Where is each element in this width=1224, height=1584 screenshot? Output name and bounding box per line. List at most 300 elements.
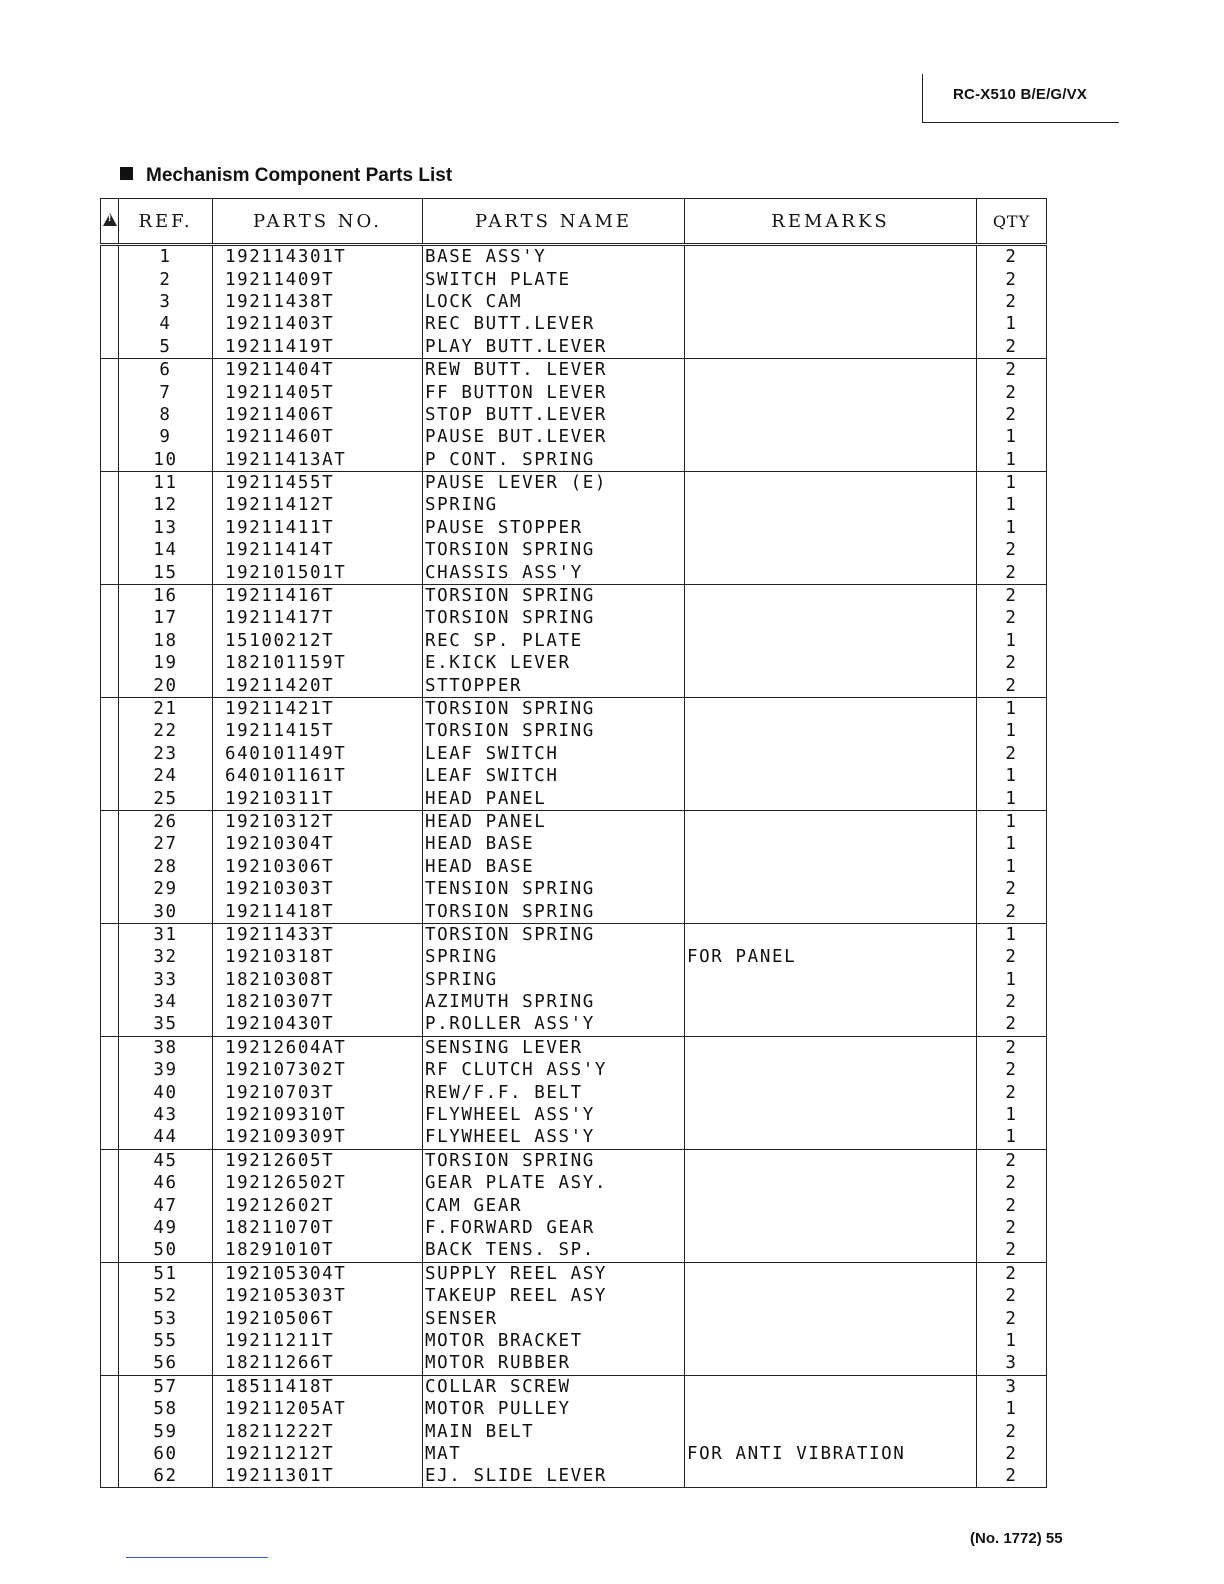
warning-cell: [101, 584, 119, 607]
table-row: [101, 268, 1047, 290]
remarks-cell: [685, 449, 977, 472]
table-row: [101, 607, 1047, 629]
remarks-cell: [685, 697, 977, 720]
qty-cell: 2: [977, 1081, 1047, 1103]
parts-no-cell: 19211455T: [213, 471, 423, 494]
qty-cell: 2: [977, 291, 1047, 313]
warning-cell: [101, 539, 119, 561]
parts-name-cell: SWITCH PLATE: [423, 268, 685, 290]
warning-cell: [101, 1352, 119, 1375]
remarks-cell: [685, 1375, 977, 1398]
remarks-cell: [685, 1465, 977, 1488]
warning-cell: [101, 449, 119, 472]
qty-cell: 1: [977, 1398, 1047, 1420]
table-row: [101, 1398, 1047, 1420]
parts-name-cell: TORSION SPRING: [423, 720, 685, 742]
ref-cell: 10: [119, 449, 213, 472]
parts-name-cell: HEAD PANEL: [423, 787, 685, 810]
warning-cell: [101, 561, 119, 584]
qty-cell: 2: [977, 743, 1047, 765]
warning-cell: [101, 494, 119, 516]
ref-cell: 14: [119, 539, 213, 561]
parts-name-cell: PAUSE LEVER (E): [423, 471, 685, 494]
remarks-cell: [685, 1420, 977, 1442]
qty-cell: 1: [977, 1104, 1047, 1126]
remarks-column-header: REMARKS: [685, 199, 977, 245]
warning-cell: [101, 1262, 119, 1285]
parts-name-cell: SENSER: [423, 1307, 685, 1329]
parts-name-cell: HEAD PANEL: [423, 810, 685, 833]
parts-name-cell: MOTOR PULLEY: [423, 1398, 685, 1420]
table-row: [101, 833, 1047, 855]
table-row: [101, 381, 1047, 403]
table-row: [101, 969, 1047, 991]
warning-cell: [101, 607, 119, 629]
table-row: [101, 1013, 1047, 1036]
qty-cell: 3: [977, 1352, 1047, 1375]
remarks-cell: [685, 1262, 977, 1285]
ref-cell: 31: [119, 923, 213, 946]
ref-cell: 39: [119, 1059, 213, 1081]
qty-cell: 2: [977, 1059, 1047, 1081]
parts-name-cell: RF CLUTCH ASS'Y: [423, 1059, 685, 1081]
table-row: [101, 1036, 1047, 1059]
ref-cell: 17: [119, 607, 213, 629]
parts-name-cell: SENSING LEVER: [423, 1036, 685, 1059]
remarks-cell: [685, 1172, 977, 1194]
remarks-cell: [685, 268, 977, 290]
warning-cell: [101, 381, 119, 403]
table-row: [101, 743, 1047, 765]
ref-cell: 16: [119, 584, 213, 607]
remarks-cell: [685, 1104, 977, 1126]
parts-no-cell: 19211413AT: [213, 449, 423, 472]
remarks-cell: [685, 1059, 977, 1081]
table-row: [101, 1330, 1047, 1352]
ref-cell: 33: [119, 969, 213, 991]
table-row: [101, 1059, 1047, 1081]
parts-no-cell: 19211438T: [213, 291, 423, 313]
ref-cell: 45: [119, 1149, 213, 1172]
warning-cell: [101, 1126, 119, 1149]
table-row: [101, 1239, 1047, 1262]
ref-cell: 51: [119, 1262, 213, 1285]
warning-cell: [101, 630, 119, 652]
parts-no-cell: 19211411T: [213, 517, 423, 539]
remarks-cell: [685, 765, 977, 787]
warning-cell: [101, 697, 119, 720]
qty-cell: 2: [977, 946, 1047, 968]
table-row: [101, 584, 1047, 607]
warning-cell: [101, 900, 119, 923]
parts-no-cell: 19211205AT: [213, 1398, 423, 1420]
parts-no-cell: 19210306T: [213, 856, 423, 878]
qty-cell: 2: [977, 336, 1047, 359]
ref-cell: 9: [119, 426, 213, 448]
warning-cell: [101, 1375, 119, 1398]
warning-cell: [101, 1443, 119, 1465]
parts-no-cell: 15100212T: [213, 630, 423, 652]
warning-cell: [101, 720, 119, 742]
qty-cell: 2: [977, 1420, 1047, 1442]
ref-cell: 4: [119, 313, 213, 335]
parts-no-cell: 192105304T: [213, 1262, 423, 1285]
ref-cell: 30: [119, 900, 213, 923]
qty-cell: 1: [977, 494, 1047, 516]
qty-cell: 2: [977, 991, 1047, 1013]
ref-cell: 22: [119, 720, 213, 742]
qty-cell: 2: [977, 1013, 1047, 1036]
ref-cell: 6: [119, 358, 213, 381]
table-row: [101, 291, 1047, 313]
ref-cell: 13: [119, 517, 213, 539]
page-number: (No. 1772) 55: [970, 1530, 1063, 1547]
parts-name-cell: EJ. SLIDE LEVER: [423, 1465, 685, 1488]
qty-cell: 1: [977, 449, 1047, 472]
qty-cell: 1: [977, 969, 1047, 991]
remarks-cell: [685, 336, 977, 359]
warning-column-header: [101, 199, 119, 245]
remarks-cell: [685, 1036, 977, 1059]
remarks-cell: [685, 584, 977, 607]
ref-cell: 44: [119, 1126, 213, 1149]
ref-cell: 5: [119, 336, 213, 359]
parts-no-cell: 19211460T: [213, 426, 423, 448]
parts-no-cell: 18210308T: [213, 969, 423, 991]
parts-no-cell: 19211415T: [213, 720, 423, 742]
remarks-cell: FOR PANEL: [685, 946, 977, 968]
parts-no-cell: 19211417T: [213, 607, 423, 629]
warning-cell: [101, 1465, 119, 1488]
warning-cell: [101, 969, 119, 991]
ref-cell: 23: [119, 743, 213, 765]
parts-name-cell: HEAD BASE: [423, 856, 685, 878]
qty-cell: 2: [977, 1443, 1047, 1465]
qty-cell: 1: [977, 697, 1047, 720]
table-row: [101, 1149, 1047, 1172]
parts-name-cell: PLAY BUTT.LEVER: [423, 336, 685, 359]
remarks-cell: [685, 923, 977, 946]
qty-cell: 1: [977, 313, 1047, 335]
qty-cell: 1: [977, 833, 1047, 855]
warning-cell: [101, 404, 119, 426]
warning-cell: [101, 856, 119, 878]
ref-cell: 49: [119, 1217, 213, 1239]
parts-name-cell: SPRING: [423, 946, 685, 968]
parts-name-cell: FLYWHEEL ASS'Y: [423, 1104, 685, 1126]
parts-no-cell: 192107302T: [213, 1059, 423, 1081]
ref-cell: 56: [119, 1352, 213, 1375]
warning-cell: [101, 1081, 119, 1103]
qty-cell: 2: [977, 381, 1047, 403]
remarks-cell: [685, 652, 977, 674]
ref-cell: 34: [119, 991, 213, 1013]
remarks-cell: [685, 1149, 977, 1172]
parts-no-cell: 19210506T: [213, 1307, 423, 1329]
remarks-cell: [685, 471, 977, 494]
ref-cell: 35: [119, 1013, 213, 1036]
warning-cell: [101, 1217, 119, 1239]
warning-cell: [101, 1172, 119, 1194]
parts-no-cell: 19210703T: [213, 1081, 423, 1103]
table-row: [101, 1172, 1047, 1194]
parts-name-cell: F.FORWARD GEAR: [423, 1217, 685, 1239]
parts-name-cell: TORSION SPRING: [423, 584, 685, 607]
parts-name-cell: TORSION SPRING: [423, 1149, 685, 1172]
table-row: [101, 1104, 1047, 1126]
qty-cell: 2: [977, 878, 1047, 900]
parts-name-cell: CHASSIS ASS'Y: [423, 561, 685, 584]
qty-cell: 1: [977, 810, 1047, 833]
qty-cell: 2: [977, 268, 1047, 290]
warning-cell: [101, 743, 119, 765]
parts-name-cell: E.KICK LEVER: [423, 652, 685, 674]
table-row: [101, 539, 1047, 561]
warning-cell: [101, 245, 119, 269]
parts-no-cell: 19211421T: [213, 697, 423, 720]
ref-cell: 19: [119, 652, 213, 674]
qty-cell: 2: [977, 1172, 1047, 1194]
qty-cell: 1: [977, 923, 1047, 946]
qty-cell: 2: [977, 1149, 1047, 1172]
table-row: [101, 1217, 1047, 1239]
parts-no-cell: 19210311T: [213, 787, 423, 810]
qty-cell: 2: [977, 1465, 1047, 1488]
parts-no-cell: 640101161T: [213, 765, 423, 787]
parts-no-cell: 19211416T: [213, 584, 423, 607]
ref-cell: 1: [119, 245, 213, 269]
qty-cell: 2: [977, 674, 1047, 697]
parts-name-cell: MOTOR BRACKET: [423, 1330, 685, 1352]
ref-cell: 29: [119, 878, 213, 900]
parts-no-cell: 19212604AT: [213, 1036, 423, 1059]
ref-cell: 20: [119, 674, 213, 697]
qty-cell: 1: [977, 471, 1047, 494]
table-row: [101, 1443, 1047, 1465]
ref-cell: 38: [119, 1036, 213, 1059]
qty-cell: 2: [977, 539, 1047, 561]
remarks-cell: [685, 1352, 977, 1375]
remarks-cell: [685, 674, 977, 697]
remarks-cell: [685, 358, 977, 381]
qty-cell: 2: [977, 607, 1047, 629]
ref-cell: 8: [119, 404, 213, 426]
table-row: [101, 358, 1047, 381]
qty-cell: 2: [977, 1036, 1047, 1059]
qty-cell: 2: [977, 1307, 1047, 1329]
qty-cell: 2: [977, 1239, 1047, 1262]
table-row: [101, 652, 1047, 674]
remarks-cell: [685, 991, 977, 1013]
parts-no-cell: 192109309T: [213, 1126, 423, 1149]
ref-cell: 62: [119, 1465, 213, 1488]
warning-cell: [101, 674, 119, 697]
ref-cell: 47: [119, 1194, 213, 1216]
warning-cell: [101, 1420, 119, 1442]
remarks-cell: [685, 1239, 977, 1262]
ref-cell: 11: [119, 471, 213, 494]
warning-cell: [101, 1013, 119, 1036]
parts-no-cell: 19210304T: [213, 833, 423, 855]
remarks-cell: [685, 1081, 977, 1103]
remarks-cell: [685, 810, 977, 833]
warning-cell: [101, 1285, 119, 1307]
ref-cell: 7: [119, 381, 213, 403]
remarks-cell: [685, 1194, 977, 1216]
ref-cell: 25: [119, 787, 213, 810]
parts-name-cell: SPRING: [423, 969, 685, 991]
parts-no-cell: 19212602T: [213, 1194, 423, 1216]
table-row: [101, 561, 1047, 584]
ref-cell: 18: [119, 630, 213, 652]
remarks-cell: [685, 245, 977, 269]
warning-cell: [101, 1149, 119, 1172]
ref-cell: 52: [119, 1285, 213, 1307]
parts-list-table: [100, 198, 1047, 1488]
remarks-cell: [685, 1126, 977, 1149]
table-row: [101, 471, 1047, 494]
ref-cell: 40: [119, 1081, 213, 1103]
ref-cell: 26: [119, 810, 213, 833]
parts-table-body: [101, 245, 1047, 1488]
parts-name-column-header: PARTS NAME: [423, 199, 685, 245]
parts-name-cell: P CONT. SPRING: [423, 449, 685, 472]
parts-name-cell: BASE ASS'Y: [423, 245, 685, 269]
table-row: [101, 1194, 1047, 1216]
model-header-box: [922, 74, 1119, 123]
warning-cell: [101, 1036, 119, 1059]
warning-cell: [101, 336, 119, 359]
qty-cell: 1: [977, 856, 1047, 878]
parts-no-cell: 19211409T: [213, 268, 423, 290]
section-title: [120, 165, 452, 187]
remarks-cell: [685, 1217, 977, 1239]
parts-no-cell: 18291010T: [213, 1239, 423, 1262]
qty-column-header: QTY: [977, 199, 1047, 245]
parts-name-cell: MOTOR RUBBER: [423, 1352, 685, 1375]
warning-cell: [101, 810, 119, 833]
remarks-cell: [685, 404, 977, 426]
table-row: [101, 991, 1047, 1013]
ref-column-header: REF.: [119, 199, 213, 245]
table-row: [101, 720, 1047, 742]
parts-name-cell: REW BUTT. LEVER: [423, 358, 685, 381]
table-row: [101, 1126, 1047, 1149]
table-row: [101, 923, 1047, 946]
parts-name-cell: STOP BUTT.LEVER: [423, 404, 685, 426]
warning-cell: [101, 1398, 119, 1420]
parts-no-cell: 19211418T: [213, 900, 423, 923]
qty-cell: 2: [977, 404, 1047, 426]
parts-name-cell: COLLAR SCREW: [423, 1375, 685, 1398]
remarks-cell: [685, 1398, 977, 1420]
parts-name-cell: LOCK CAM: [423, 291, 685, 313]
warning-cell: [101, 652, 119, 674]
table-row: [101, 426, 1047, 448]
ref-cell: 55: [119, 1330, 213, 1352]
warning-cell: [101, 268, 119, 290]
ref-cell: 32: [119, 946, 213, 968]
parts-no-cell: 182101159T: [213, 652, 423, 674]
remarks-cell: [685, 720, 977, 742]
parts-no-cell: 19212605T: [213, 1149, 423, 1172]
table-row: [101, 810, 1047, 833]
qty-cell: 2: [977, 900, 1047, 923]
qty-cell: 2: [977, 245, 1047, 269]
table-row: [101, 245, 1047, 269]
warning-cell: [101, 426, 119, 448]
remarks-cell: [685, 787, 977, 810]
parts-no-cell: 19211211T: [213, 1330, 423, 1352]
table-row: [101, 1262, 1047, 1285]
ref-cell: 21: [119, 697, 213, 720]
parts-no-cell: 19211405T: [213, 381, 423, 403]
table-row: [101, 1465, 1047, 1488]
ref-cell: 59: [119, 1420, 213, 1442]
qty-cell: 2: [977, 1262, 1047, 1285]
parts-no-cell: 19211403T: [213, 313, 423, 335]
ref-cell: 27: [119, 833, 213, 855]
table-row: [101, 674, 1047, 697]
table-row: [101, 336, 1047, 359]
remarks-cell: [685, 291, 977, 313]
table-row: [101, 787, 1047, 810]
remarks-cell: [685, 833, 977, 855]
parts-no-cell: 19211420T: [213, 674, 423, 697]
remarks-cell: [685, 381, 977, 403]
ref-cell: 15: [119, 561, 213, 584]
warning-cell: [101, 1307, 119, 1329]
parts-no-cell: 19211404T: [213, 358, 423, 381]
table-row: [101, 449, 1047, 472]
warning-cell: [101, 991, 119, 1013]
remarks-cell: [685, 313, 977, 335]
parts-no-cell: 19210430T: [213, 1013, 423, 1036]
parts-name-cell: P.ROLLER ASS'Y: [423, 1013, 685, 1036]
ref-cell: 28: [119, 856, 213, 878]
table-row: [101, 1285, 1047, 1307]
parts-no-cell: 19211406T: [213, 404, 423, 426]
table-row: [101, 856, 1047, 878]
ref-cell: 46: [119, 1172, 213, 1194]
parts-name-cell: MAIN BELT: [423, 1420, 685, 1442]
parts-name-cell: TORSION SPRING: [423, 923, 685, 946]
warning-cell: [101, 1104, 119, 1126]
remarks-cell: [685, 494, 977, 516]
parts-no-cell: 640101149T: [213, 743, 423, 765]
ref-cell: 24: [119, 765, 213, 787]
parts-no-cell: 19210318T: [213, 946, 423, 968]
parts-no-cell: 19211412T: [213, 494, 423, 516]
warning-cell: [101, 313, 119, 335]
parts-name-cell: STTOPPER: [423, 674, 685, 697]
warning-cell: [101, 1239, 119, 1262]
parts-name-cell: TORSION SPRING: [423, 607, 685, 629]
qty-cell: 1: [977, 787, 1047, 810]
warning-cell: [101, 471, 119, 494]
ref-cell: 43: [119, 1104, 213, 1126]
remarks-cell: [685, 517, 977, 539]
warning-cell: [101, 833, 119, 855]
warning-cell: [101, 1194, 119, 1216]
remarks-cell: [685, 1307, 977, 1329]
table-row: [101, 630, 1047, 652]
remarks-cell: [685, 630, 977, 652]
parts-name-cell: TORSION SPRING: [423, 900, 685, 923]
parts-name-cell: GEAR PLATE ASY.: [423, 1172, 685, 1194]
table-row: [101, 697, 1047, 720]
qty-cell: 2: [977, 358, 1047, 381]
